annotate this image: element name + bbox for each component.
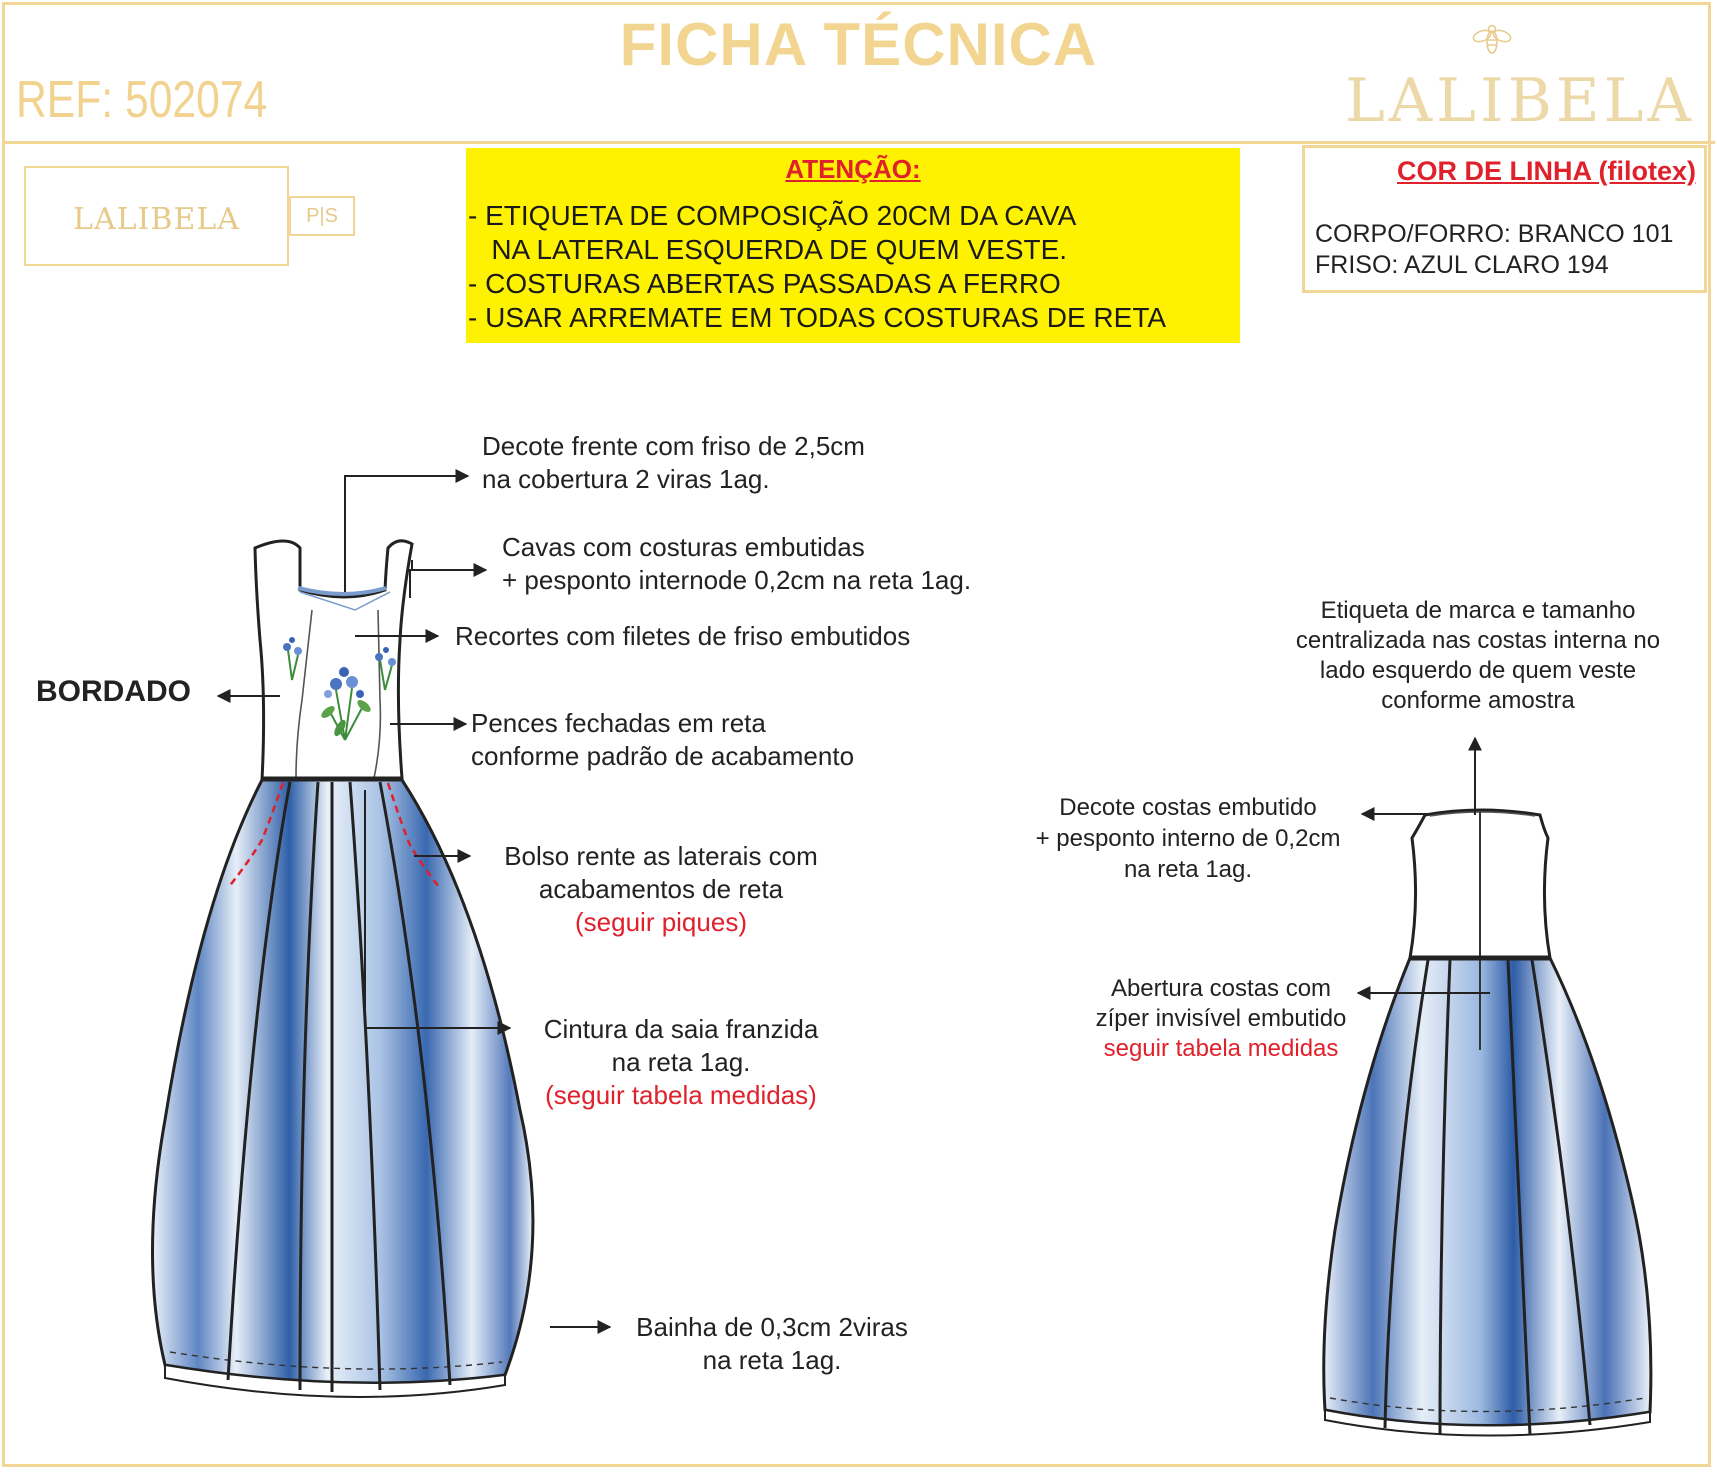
note-bainha: Bainha de 0,3cm 2viras na reta 1ag. (636, 1312, 908, 1375)
note-etiqueta-marca: Etiqueta de marca e tamanho centralizada nas costas interna no lado esquerdo de quem veste conforme amostra (1295, 597, 1661, 714)
note-decote-frente: Decote frente com friso de 2,5cm na cobertura 2 viras 1ag. (482, 431, 865, 494)
note-cintura: Cintura da saia franzida na reta 1ag. (seguir tabela medidas) (543, 1014, 819, 1110)
arrow-right-icon (410, 570, 486, 598)
front-dress (153, 541, 533, 1397)
attention-line: - COSTURAS ABERTAS PASSADAS A FERRO (468, 268, 1061, 299)
attention-line: - ETIQUETA DE COMPOSIÇÃO 20CM DA CAVA (468, 200, 1077, 231)
attention-line: - USAR ARREMATE EM TODAS COSTURAS DE RETA (468, 302, 1167, 333)
page-title: FICHA TÉCNICA (619, 11, 1098, 78)
attention-line: NA LATERAL ESQUERDA DE QUEM VESTE. (468, 234, 1068, 265)
thread-line: FRISO: AZUL CLARO 194 (1315, 251, 1609, 279)
note-bolso: Bolso rente as laterais com acabamentos de reta (seguir piques) (504, 841, 818, 937)
note-cavas: Cavas com costuras embutidas + pesponto internode 0,2cm na reta 1ag. (502, 532, 972, 595)
note-recortes: Recortes com filetes de friso embutidos (455, 621, 911, 651)
brand-label-text: LALIBELA (73, 202, 240, 237)
note-decote-costas: Decote costas embutido + pesponto interno de 0,2cm na reta 1ag. (1035, 794, 1341, 883)
thread-title: COR DE LINHA (filotex) (1397, 156, 1696, 186)
back-dress (1324, 810, 1651, 1436)
attention-title: ATENÇÃO: (785, 154, 921, 184)
thread-line: CORPO/FORRO: BRANCO 101 (1315, 220, 1674, 248)
note-abertura-costas: Abertura costas com zíper invisível embutido seguir tabela medidas (1095, 975, 1347, 1062)
brand-logo: LALIBELA (1345, 66, 1695, 136)
bordado-label: BORDADO (36, 675, 191, 708)
reference-code: REF: 502074 (16, 71, 268, 129)
note-pences: Pences fechadas em reta conforme padrão de acabamento (471, 708, 855, 771)
size-tag: P|S (289, 196, 355, 236)
